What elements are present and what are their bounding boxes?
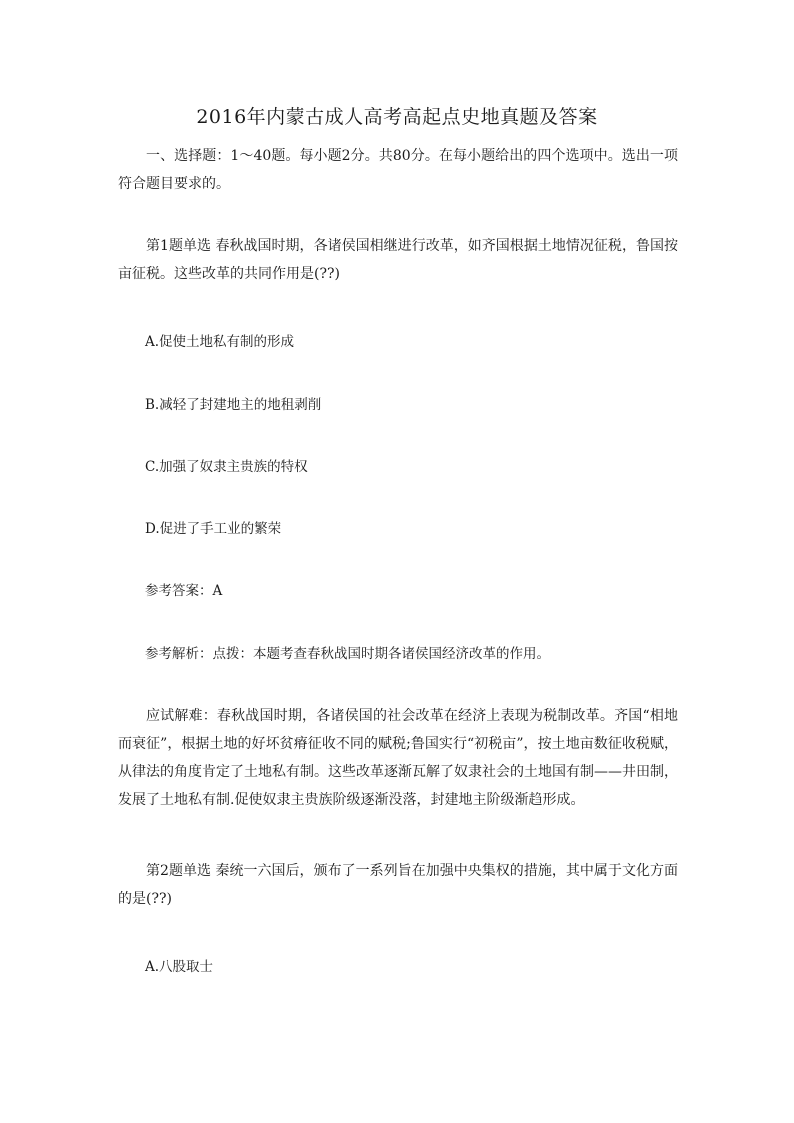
section-intro: 一、选择题：1～40题。每小题2分。共80分。在每小题给出的四个选项中。选出一项符合题目要求的。: [118, 148, 678, 192]
question-1-stem: 第1题单选 春秋战国时期，各诸侯国相继进行改革，如齐国根据土地情况征税，鲁国按亩征税。这些改革的共同作用是(??): [118, 238, 678, 282]
question-1-option-b: B.减轻了封建地主的地租剥削: [145, 397, 322, 413]
question-2-option-a: A.八股取士: [145, 959, 214, 975]
question-1-answer: 参考答案：A: [145, 583, 223, 599]
question-1-explanation: 应试解难：春秋战国时期，各诸侯国的社会改革在经济上表现为税制改革。齐国“相地而衰征”，根据土地的好坏贫瘠征收不同的赋税;鲁国实行“初税亩”，按土地亩数征收税赋，从律法的角度肯定了土地私有制。这些改革逐渐瓦解了奴隶社会的土地国有制——井田制，发展了土地私有制.促使奴隶主贵族阶级逐渐没落，封建地主阶级渐趋形成。: [118, 708, 678, 808]
question-1-option-d: D.促进了手工业的繁荣: [145, 521, 282, 537]
question-1-analysis: 参考解析：点拨：本题考查春秋战国时期各诸侯国经济改革的作用。: [145, 646, 550, 662]
question-1-option-a: A.促使土地私有制的形成: [145, 334, 295, 350]
question-2-stem: 第2题单选 秦统一六国后，颁布了一系列旨在加强中央集权的措施，其中属于文化方面的是(??): [118, 863, 678, 907]
document-title: 2016年内蒙古成人高考高起点史地真题及答案: [196, 106, 598, 128]
question-1-option-c: C.加强了奴隶主贵族的特权: [145, 459, 308, 475]
